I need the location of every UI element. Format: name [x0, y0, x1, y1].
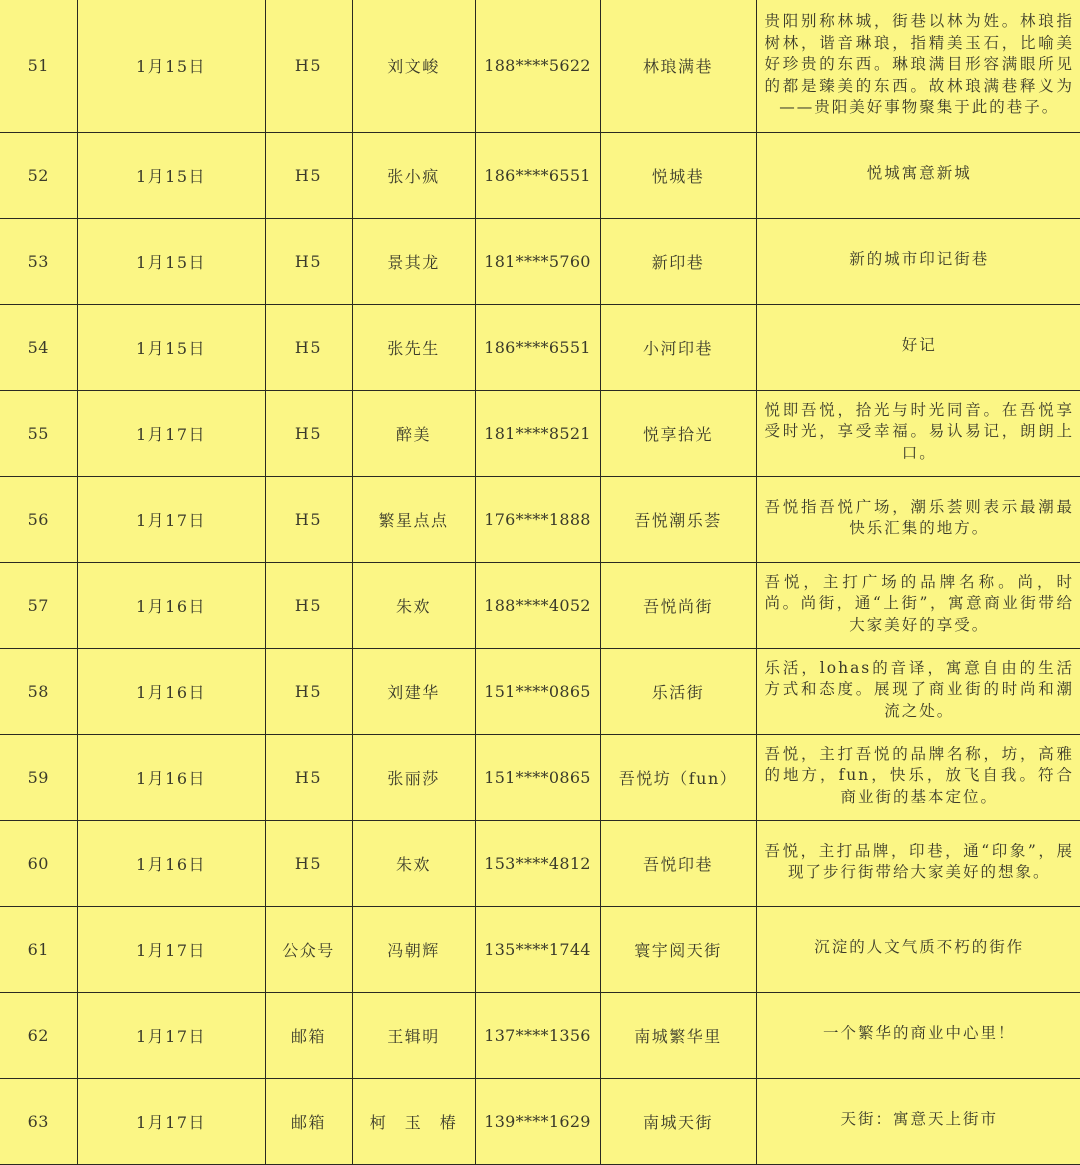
- cell-name: 冯朝辉: [352, 906, 475, 992]
- cell-channel: H5: [265, 0, 352, 132]
- table-row: [0, 390, 1080, 476]
- cell-name: 张先生: [352, 304, 475, 390]
- table-row: [0, 906, 1080, 992]
- cell-channel: 邮箱: [265, 1078, 352, 1164]
- cell-date: 1月15日: [77, 0, 265, 132]
- cell-channel: H5: [265, 476, 352, 562]
- cell-number: 59: [0, 734, 77, 820]
- cell-phone: 181****5760: [475, 218, 600, 304]
- cell-proposed-name: 吾悦潮乐荟: [600, 476, 756, 562]
- cell-phone: 188****5622: [475, 0, 600, 132]
- cell-number: 54: [0, 304, 77, 390]
- cell-name: 张小疯: [352, 132, 475, 218]
- cell-meaning: 新的城市印记街巷: [756, 218, 1080, 304]
- cell-date: 1月17日: [77, 992, 265, 1078]
- cell-proposed-name: 悦享拾光: [600, 390, 756, 476]
- table-row: [0, 562, 1080, 648]
- cell-phone: 137****1356: [475, 992, 600, 1078]
- cell-meaning: 悦即吾悦，拾光与时光同音。在吾悦享受时光，享受幸福。易认易记，朗朗上口。: [756, 390, 1080, 476]
- cell-phone: 151****0865: [475, 648, 600, 734]
- cell-meaning: 天街：寓意天上街市: [756, 1078, 1080, 1164]
- cell-meaning: 好记: [756, 304, 1080, 390]
- cell-date: 1月15日: [77, 218, 265, 304]
- cell-channel: H5: [265, 648, 352, 734]
- cell-number: 57: [0, 562, 77, 648]
- cell-number: 51: [0, 0, 77, 132]
- table-row: [0, 218, 1080, 304]
- cell-name: 柯 玉 椿: [352, 1078, 475, 1164]
- cell-proposed-name: 吾悦尚街: [600, 562, 756, 648]
- cell-number: 53: [0, 218, 77, 304]
- cell-number: 58: [0, 648, 77, 734]
- table-row: [0, 304, 1080, 390]
- cell-phone: 186****6551: [475, 132, 600, 218]
- cell-number: 62: [0, 992, 77, 1078]
- cell-number: 55: [0, 390, 77, 476]
- cell-proposed-name: 吾悦印巷: [600, 820, 756, 906]
- cell-date: 1月17日: [77, 476, 265, 562]
- cell-phone: 151****0865: [475, 734, 600, 820]
- cell-meaning: 悦城寓意新城: [756, 132, 1080, 218]
- table-row: [0, 476, 1080, 562]
- table-row: [0, 820, 1080, 906]
- cell-name: 景其龙: [352, 218, 475, 304]
- cell-channel: H5: [265, 820, 352, 906]
- cell-date: 1月17日: [77, 1078, 265, 1164]
- cell-proposed-name: 南城繁华里: [600, 992, 756, 1078]
- cell-number: 61: [0, 906, 77, 992]
- cell-name: 朱欢: [352, 562, 475, 648]
- cell-name: 刘建华: [352, 648, 475, 734]
- table-row: [0, 132, 1080, 218]
- cell-proposed-name: 寰宇阅天街: [600, 906, 756, 992]
- cell-phone: 176****1888: [475, 476, 600, 562]
- cell-date: 1月17日: [77, 906, 265, 992]
- cell-proposed-name: 新印巷: [600, 218, 756, 304]
- cell-name: 张丽莎: [352, 734, 475, 820]
- cell-meaning: 一个繁华的商业中心里！: [756, 992, 1080, 1078]
- cell-phone: 188****4052: [475, 562, 600, 648]
- cell-date: 1月16日: [77, 562, 265, 648]
- table-row: [0, 992, 1080, 1078]
- table-row: [0, 648, 1080, 734]
- cell-name: 朱欢: [352, 820, 475, 906]
- cell-date: 1月16日: [77, 820, 265, 906]
- cell-phone: 186****6551: [475, 304, 600, 390]
- cell-date: 1月16日: [77, 648, 265, 734]
- cell-channel: 公众号: [265, 906, 352, 992]
- cell-meaning: 贵阳别称林城，街巷以林为姓。林琅指树林，谐音琳琅，指精美玉石，比喻美好珍贵的东西。琳琅满目形容满眼所见的都是臻美的东西。故林琅满巷释义为——贵阳美好事物聚集于此的巷子。: [756, 0, 1080, 132]
- cell-channel: H5: [265, 734, 352, 820]
- cell-proposed-name: 林琅满巷: [600, 0, 756, 132]
- cell-channel: H5: [265, 218, 352, 304]
- cell-channel: 邮箱: [265, 992, 352, 1078]
- cell-number: 56: [0, 476, 77, 562]
- cell-number: 63: [0, 1078, 77, 1164]
- cell-phone: 153****4812: [475, 820, 600, 906]
- cell-number: 60: [0, 820, 77, 906]
- cell-proposed-name: 吾悦坊（fun）: [600, 734, 756, 820]
- cell-date: 1月15日: [77, 132, 265, 218]
- cell-phone: 139****1629: [475, 1078, 600, 1164]
- cell-channel: H5: [265, 304, 352, 390]
- cell-phone: 135****1744: [475, 906, 600, 992]
- cell-proposed-name: 小河印巷: [600, 304, 756, 390]
- cell-name: 繁星点点: [352, 476, 475, 562]
- cell-name: 刘文峻: [352, 0, 475, 132]
- cell-meaning: 吾悦，主打品牌，印巷，通“印象”，展现了步行街带给大家美好的想象。: [756, 820, 1080, 906]
- cell-meaning: 吾悦指吾悦广场，潮乐荟则表示最潮最快乐汇集的地方。: [756, 476, 1080, 562]
- cell-number: 52: [0, 132, 77, 218]
- cell-channel: H5: [265, 562, 352, 648]
- cell-name: 醉美: [352, 390, 475, 476]
- cell-proposed-name: 乐活街: [600, 648, 756, 734]
- cell-meaning: 沉淀的人文气质不朽的街作: [756, 906, 1080, 992]
- cell-name: 王辑明: [352, 992, 475, 1078]
- cell-channel: H5: [265, 132, 352, 218]
- cell-date: 1月17日: [77, 390, 265, 476]
- table-row: [0, 0, 1080, 132]
- table-row: [0, 734, 1080, 820]
- cell-phone: 181****8521: [475, 390, 600, 476]
- cell-meaning: 吾悦，主打吾悦的品牌名称，坊，高雅的地方，fun，快乐，放飞自我。符合商业街的基本定位。: [756, 734, 1080, 820]
- cell-meaning: 吾悦，主打广场的品牌名称。尚，时尚。尚街，通“上街”，寓意商业街带给大家美好的享受。: [756, 562, 1080, 648]
- cell-proposed-name: 南城天街: [600, 1078, 756, 1164]
- cell-proposed-name: 悦城巷: [600, 132, 756, 218]
- table-row: [0, 1078, 1080, 1164]
- cell-date: 1月15日: [77, 304, 265, 390]
- cell-meaning: 乐活，lohas的音译，寓意自由的生活方式和态度。展现了商业街的时尚和潮流之处。: [756, 648, 1080, 734]
- cell-date: 1月16日: [77, 734, 265, 820]
- cell-channel: H5: [265, 390, 352, 476]
